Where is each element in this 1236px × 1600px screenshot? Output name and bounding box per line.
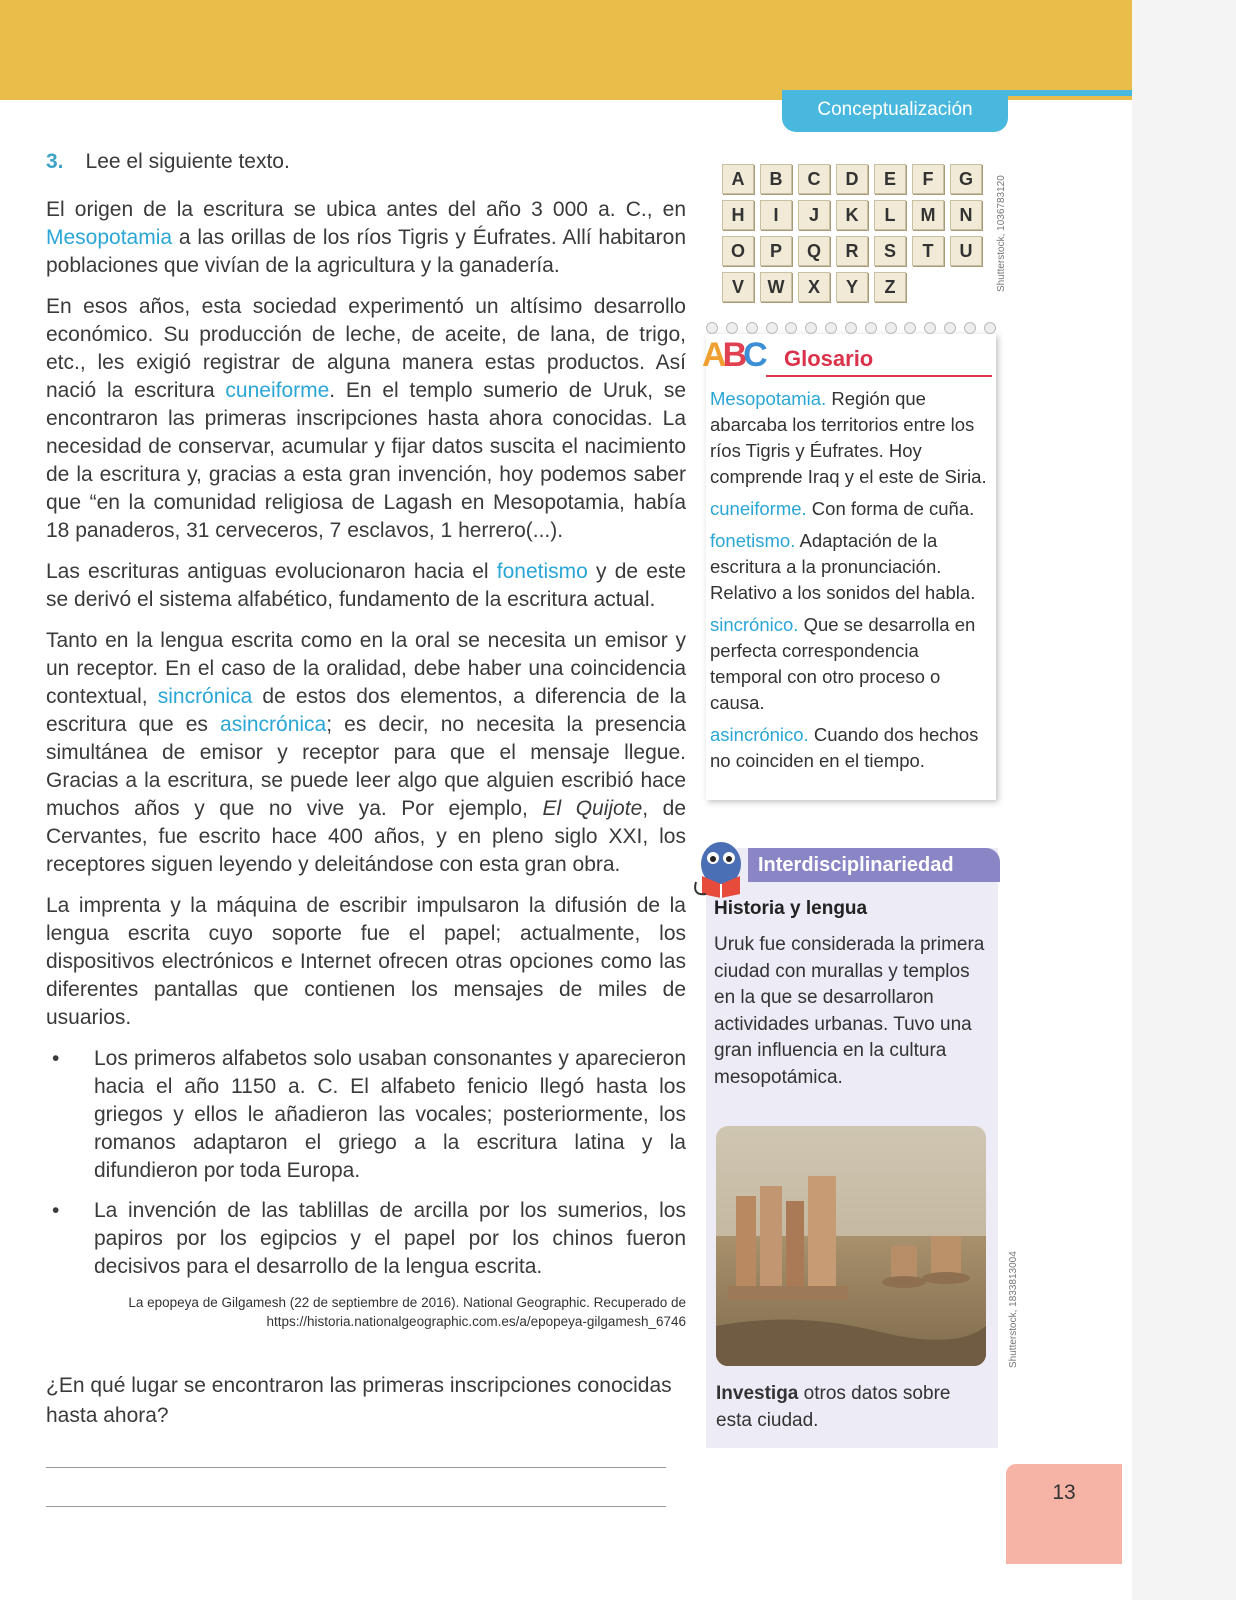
p2-text-b: . En el templo sumerio de Uruk, se encontraron las primeras inscripciones hasta ahora conocidas. La necesidad de conservar, acumular y fijar datos suscita el nacimiento de la escritura y, gracias a esta gran invención, hoy podemos saber que “en la comunidad religiosa de Lagash en Mesopotamia, había 18 panaderos, 31 cerveceros, 7 esclavos, 1 herrero(...). [46, 379, 687, 542]
letter-tile: J [798, 200, 830, 230]
letter-tile: R [836, 236, 868, 266]
glossary-definition: Región que abarcaba los territorios entre los ríos Tigris y Éufrates. Hoy comprende Iraq y el este de Siria. [710, 388, 987, 487]
p3-text-a: Las escrituras antiguas evolucionaron hacia el [46, 560, 497, 583]
bullet-item-2: • La invención de las tablillas de arcilla por los sumerios, los papiros por los egipcios y el papel por los chinos fueron decisivos para el desarrollo de la lengua escrita. [46, 1197, 686, 1281]
letter-tile: M [912, 200, 944, 230]
image-credit-tiles: Shutterstock, 1036783120 [996, 175, 1007, 292]
letter-tile: Z [874, 272, 906, 302]
alphabet-tiles [722, 164, 1002, 308]
letter-tile: V [722, 272, 754, 302]
letter-tile: O [722, 236, 754, 266]
glossary-title: Glosario [784, 346, 874, 371]
term-mesopotamia: Mesopotamia [46, 226, 173, 249]
exercise-number: 3. [46, 150, 64, 173]
p1-text-a: El origen de la escritura se ubica antes del año 3 000 a. C., en [46, 198, 686, 221]
exercise-instruction [46, 150, 686, 174]
p4-text-a: Tanto en la lengua escrita como en la oral se necesita un emisor y un receptor. En el caso de la oralidad, debe haber una coincidencia contextual, [46, 629, 686, 708]
paragraph-2 [46, 293, 686, 545]
p1-text-b: a las orillas de los ríos Tigris y Éufrates. Allí habitaron poblaciones que vivían de la agricultura y la ganadería. [46, 226, 686, 277]
glossary-term: cuneiforme. [710, 498, 807, 519]
bullet-item-1: • Los primeros alfabetos solo usaban consonantes y aparecieron hacia el año 1150 a. C. El alfabeto fenicio llegó hasta los griegos y ellos le añadieron las vocales; posteriormente, los romanos adaptaron el griego a la escritura latina y la difundieron por toda Europa. [46, 1045, 686, 1185]
glossary-term: fonetismo. [710, 530, 796, 551]
letter-tile: S [874, 236, 906, 266]
tile-row-1 [722, 164, 1002, 194]
letter-tile: G [950, 164, 982, 194]
top-color-band [0, 0, 1132, 100]
paragraph-4 [46, 627, 686, 879]
glossary-definition: Cuando dos hechos no coinciden en el tiempo. [710, 724, 979, 771]
letter-tile: D [836, 164, 868, 194]
letter-tile: N [950, 200, 982, 230]
image-credit-photo: Shutterstock, 1833813004 [1008, 1251, 1019, 1368]
glossary-entry [710, 496, 992, 522]
letter-tile: U [950, 236, 982, 266]
task-text: otros datos sobre esta ciudad. [716, 1383, 951, 1431]
book-mascot-icon [692, 836, 750, 900]
uruk-ruins-photo [716, 1126, 986, 1366]
main-text-column [46, 150, 686, 1507]
p4-text-b: de estos dos elementos, a diferencia de la escritura que es [46, 685, 686, 736]
term-cuneiforme: cuneiforme [225, 379, 330, 402]
paragraph-3 [46, 558, 686, 614]
interdisciplinary-task [716, 1380, 988, 1434]
letter-tile: F [912, 164, 944, 194]
glossary-rule [766, 375, 992, 377]
glossary-definition: Que se desarrolla en perfecta correspondencia temporal con otro proceso o causa. [710, 614, 976, 713]
glossary-entry [710, 528, 992, 606]
interdisciplinary-title: Interdisciplinariedad [748, 848, 1000, 882]
paragraph-5: La imprenta y la máquina de escribir impulsaron la difusión de la lengua escrita cuyo soporte fue el papel; actualmente, los dispositivos electrónicos e Internet ofrecen otras opciones como las diferentes pantallas que contienen los mensajes de miles de usuarios. [46, 894, 686, 1029]
citation-line-2: https://historia.nationalgeographic.com.es/a/epopeya-gilgamesh_6746 [266, 1314, 686, 1329]
letter-tile: Q [798, 236, 830, 266]
abc-logo-icon: ABC [702, 336, 764, 374]
glossary-term: sincrónico. [710, 614, 799, 635]
term-fonetismo: fonetismo [496, 560, 588, 583]
glossary-term: Mesopotamia. [710, 388, 827, 409]
glossary-entry [710, 722, 992, 774]
letter-tile: L [874, 200, 906, 230]
notebook-spiral [706, 322, 996, 336]
interdisciplinary-subtitle: Historia y lengua [714, 898, 868, 919]
tile-row-4 [722, 272, 1002, 302]
letter-tile: T [912, 236, 944, 266]
letter-tile: W [760, 272, 792, 302]
glossary-entry [710, 612, 992, 716]
tile-row-3 [722, 236, 1002, 266]
letter-tile: B [760, 164, 792, 194]
glossary-term: asincrónico. [710, 724, 809, 745]
term-sincronica: sincrónica [157, 685, 253, 708]
letter-tile: E [874, 164, 906, 194]
citation [46, 1293, 686, 1331]
letter-tile: I [760, 200, 792, 230]
letter-tile: K [836, 200, 868, 230]
glossary-box [702, 334, 996, 800]
glossary-definition: Con forma de cuña. [806, 498, 975, 519]
letter-tile: P [760, 236, 792, 266]
letter-tile: Y [836, 272, 868, 302]
citation-line-1: La epopeya de Gilgamesh (22 de septiembre de 2016). National Geographic. Recuperado de [128, 1295, 686, 1310]
glossary-entries [710, 386, 992, 780]
letter-tile: X [798, 272, 830, 302]
p4-text-d: , de Cervantes, fue escrito hace 400 años, y en pleno siglo XXI, los receptores siguen leyendo y deleitándose con esta gran obra. [46, 797, 687, 876]
answer-line-1[interactable] [46, 1467, 666, 1468]
page-number: 13 [1006, 1464, 1122, 1564]
letter-tile: C [798, 164, 830, 194]
section-label: Conceptualización [782, 90, 1008, 132]
book-title: El Quijote [542, 797, 643, 820]
task-verb: Investiga [716, 1383, 799, 1404]
term-asincronica: asincrónica [220, 713, 327, 736]
instruction-text: Lee el siguiente texto. [85, 150, 290, 173]
page-edge [1132, 0, 1236, 1600]
question: ¿En qué lugar se encontraron las primeras inscripciones conocidas hasta ahora? [46, 1374, 672, 1427]
answer-line-2[interactable] [46, 1506, 666, 1507]
glossary-definition: Adaptación de la escritura a la pronunciación. Relativo a los sonidos del habla. [710, 530, 976, 603]
p2-text-a: En esos años, esta sociedad experimentó un altísimo desarrollo económico. Su producción de leche, de aceite, de lana, de trigo, etc., les exigió registrar de alguna manera estas productos. Así nació la escritura [46, 295, 686, 402]
p3-text-b: y de este se derivó el sistema alfabético, fundamento de la escritura actual. [46, 560, 686, 611]
glossary-entry [710, 386, 992, 490]
tile-row-2 [722, 200, 1002, 230]
letter-tile: A [722, 164, 754, 194]
paragraph-1 [46, 196, 686, 280]
interdisciplinary-box [706, 848, 998, 1448]
p4-text-c: ; es decir, no necesita la presencia simultánea de emisor y receptor para que el mensaje llegue. Gracias a la escritura, se puede leer algo que alguien escribió hace muchos años y que no vive ya. Por ejemplo, [46, 713, 686, 820]
interdisciplinary-text: Uruk fue considerada la primera ciudad con murallas y templos en la que se desarrollaron actividades urbanas. Tuvo una gran influencia en la cultura mesopotámica. [714, 934, 985, 1088]
letter-tile: H [722, 200, 754, 230]
